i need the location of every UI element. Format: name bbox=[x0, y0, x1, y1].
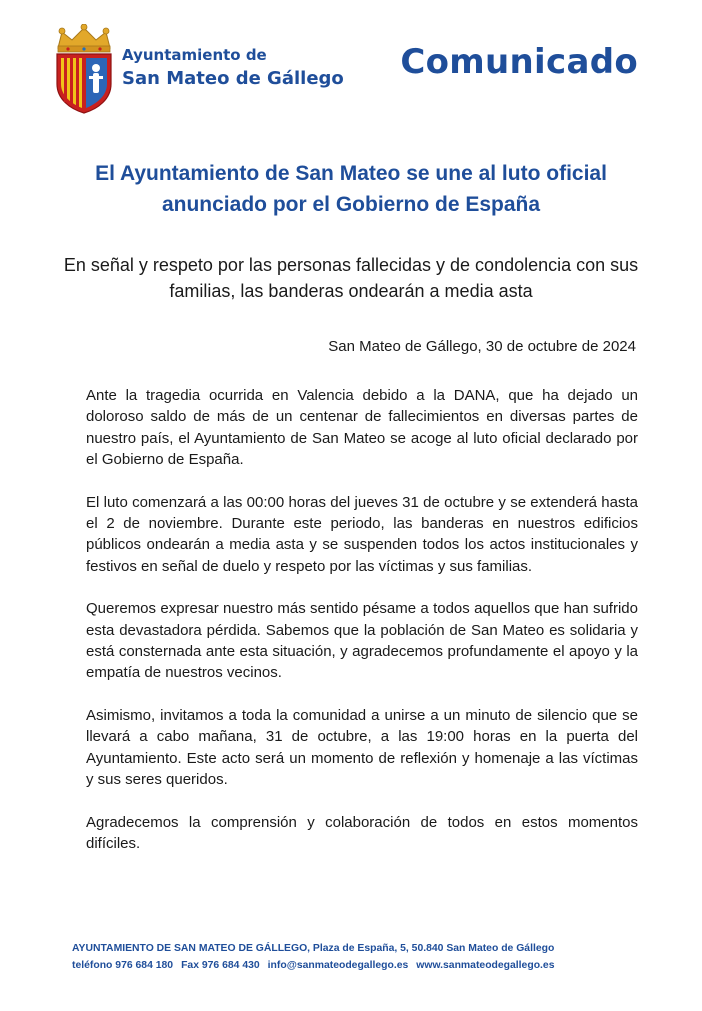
footer bbox=[72, 940, 672, 974]
paragraph: Queremos expresar nuestro más sentido pésame a todos aquellos que han sufrido esta devastadora pérdida. Sabemos que la población de San Mateo es solidaria y está consternada ante esta situación, y agradecemos profundamente el apoyo y la empatía de nuestros vecinos. bbox=[86, 600, 638, 682]
body-text bbox=[86, 385, 638, 875]
subtitle: En señal y respeto por las personas fallecidas y de condolencia con sus familias, las banderas ondearán a media asta bbox=[63, 255, 639, 301]
org-name-line2: San Mateo de Gállego bbox=[122, 67, 344, 89]
footer-email[interactable]: info@sanmateodegallego.es bbox=[267, 960, 409, 971]
footer-contact bbox=[72, 957, 672, 974]
paragraph: Ante la tragedia ocurrida en Valencia debido a la DANA, que ha dejado un doloroso saldo de más de un centenar de fallecimientos en diversas partes de nuestro país, el Ayuntamiento de San Mateo se acoge al luto oficial declarado por el Gobierno de España. bbox=[86, 387, 638, 469]
date-line: San Mateo de Gállego, 30 de octubre de 2024 bbox=[328, 338, 636, 355]
footer-phone: teléfono 976 684 180 bbox=[72, 960, 174, 971]
coat-of-arms-icon bbox=[52, 24, 116, 114]
letterhead bbox=[0, 0, 702, 120]
paragraph: Asimismo, invitamos a toda la comunidad a unirse a un minuto de silencio que se llevará a cabo mañana, 31 de octubre, a las 19:00 horas en la puerta del Ayuntamiento. Este acto será un momento de reflexión y homenaje a las víctimas y sus seres queridos. bbox=[86, 706, 638, 789]
org-name-line1: Ayuntamiento de bbox=[122, 46, 267, 64]
footer-address: AYUNTAMIENTO DE SAN MATEO DE GÁLLEGO, Plaza de España, 5, 50.840 San Mateo de Gállego bbox=[72, 943, 555, 954]
organization-name bbox=[122, 46, 344, 90]
paragraph: El luto comenzará a las 00:00 horas del jueves 31 de octubre y se extenderá hasta el 2 de noviembre. Durante este periodo, las banderas en nuestros edificios públicos ondearán a media asta y se suspenden todos los actos institucionales y festivos en señal de duelo y respeto por las víctimas y sus familias. bbox=[86, 493, 638, 575]
footer-fax: Fax 976 684 430 bbox=[181, 960, 260, 971]
page-title: El Ayuntamiento de San Mateo se une al luto oficial anunciado por el Gobierno de España bbox=[95, 162, 607, 216]
document-type-heading: Comunicado bbox=[400, 42, 638, 82]
paragraph: Agradecemos la comprensión y colaboración de todos en estos momentos difíciles. bbox=[86, 813, 638, 852]
footer-website[interactable]: www.sanmateodegallego.es bbox=[416, 960, 555, 971]
